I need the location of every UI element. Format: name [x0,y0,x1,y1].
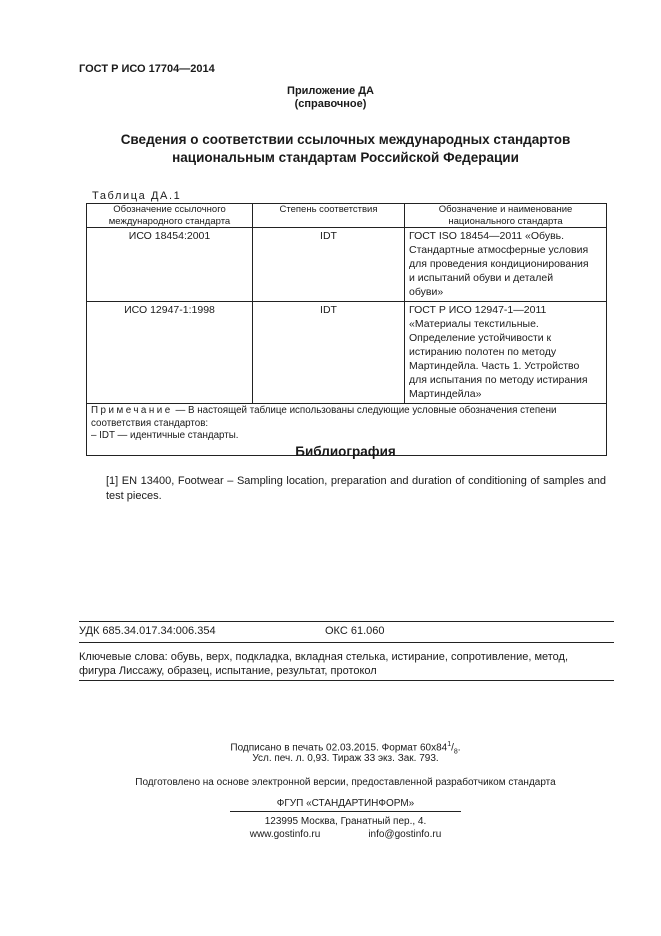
keywords [79,651,614,678]
imprint-signed: Подписано в печать 02.03.2015. Формат $60x84^1/_8$. [230,741,461,756]
table-header-row [87,204,607,228]
header-degree: Степень соответствия [253,204,405,228]
table-row [87,228,607,302]
bibliography-entry: [1] EN 13400, Footwear – Sampling location, preparation and duration of conditioning of samples and test pieces. [106,475,606,502]
correspondence-table [86,203,607,456]
cell-degree: IDT [253,302,405,404]
divider-top [79,621,614,622]
divider-bottom [79,680,614,681]
cell-intl-standard: ИСО 12947-1:1998 [87,302,253,404]
keywords-line1: Ключевые слова: обувь, верх, подкладка, вкладная стелька, истирание, сопротивление, метод, [79,651,569,663]
section-title-line1: Сведения о соответствии ссылочных международных стандартов [120,132,571,147]
section-title-line2: национальным стандартам Российской Федерации [172,150,519,165]
imprint-contacts [0,828,661,842]
imprint-address: 123995 Москва, Гранатный пер., 4. [264,816,427,827]
table-row [87,302,607,404]
cell-degree: IDT [253,228,405,302]
imprint-print-data: Усл. печ. л. 0,93. Тираж 33 экз. Зак. 793. [252,753,439,764]
divider-middle [79,642,614,643]
website-link[interactable]: www.gostinfo.ru [249,829,321,840]
imprint-prepared: Подготовлено на основе электронной версии, предоставленной разработчиком стандарта [135,777,556,788]
bibliography-heading: Библиография [295,444,396,459]
annex-subtitle: (справочное) [294,98,367,110]
note-idt-definition: – IDT — идентичные стандарты. [91,430,239,441]
document-header: ГОСТ Р ИСО 17704—2014 [79,63,215,75]
note-text-cont: соответствия стандартов: [91,417,209,429]
keywords-line2: фигура Лиссажу, образец, испытание, результат, протокол [79,664,377,677]
cell-national-standard: ГОСТ ISO 18454—2011 «Обувь. Стандартные атмосферные условия для проведения кондиционирования и испытаний обуви и деталей обуви» [405,228,607,302]
oks-code: ОКС 61.060 [325,625,385,637]
note-text: — В настоящей таблице использованы следующие условные обозначения степени [175,405,557,416]
email-link[interactable]: info@gostinfo.ru [368,829,442,840]
imprint-publisher: ФГУП «СТАНДАРТИНФОРМ» [276,798,415,809]
table-caption: Таблица ДА.1 [92,190,182,202]
publisher-divider [230,811,461,812]
cell-intl-standard: ИСО 18454:2001 [87,228,253,302]
note-label: Примечание [91,405,173,416]
header-intl-standard: Обозначение ссылочного международного стандарта [87,204,253,228]
cell-national-standard: ГОСТ Р ИСО 12947-1—2011 «Материалы текстильные. Определение устойчивости к истиранию полотен по методу Мартиндейла. Часть 1. Устройство для испытания по методу истирания Мартиндейла» [405,302,607,404]
udk-code: УДК 685.34.017.34:006.354 [79,625,216,637]
annex-title: Приложение ДА [287,85,374,97]
header-national-standard: Обозначение и наименование национального стандарта [405,204,607,228]
